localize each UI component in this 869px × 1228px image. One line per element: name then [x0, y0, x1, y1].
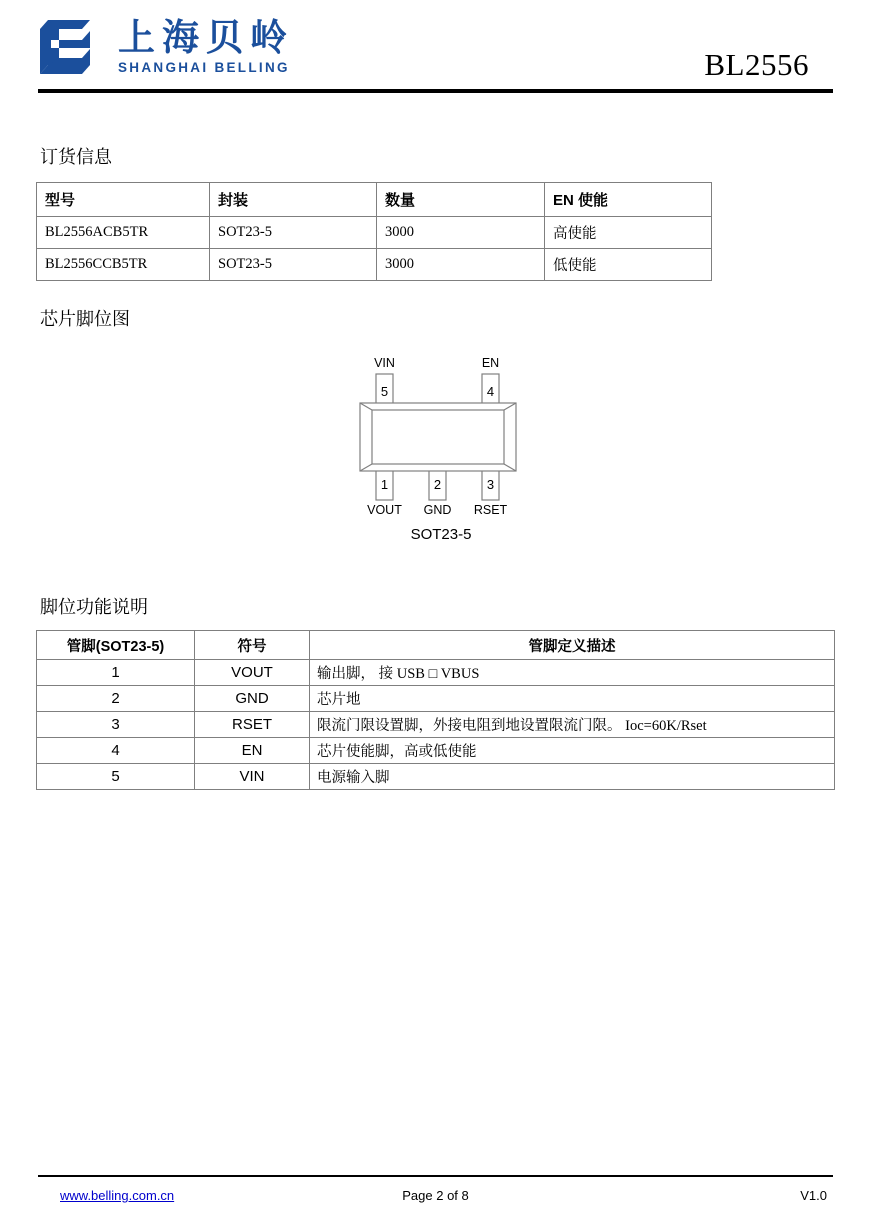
- header-divider: [38, 89, 833, 93]
- belling-logo-icon: [38, 18, 100, 76]
- logo-chinese-name: 上海贝岭: [118, 17, 294, 58]
- company-logo: [38, 18, 294, 76]
- table-header-row: [37, 183, 712, 217]
- table-row: [37, 686, 835, 712]
- column-header-quantity: 数量: [377, 183, 545, 217]
- cell-pin-symbol: VIN: [195, 764, 310, 790]
- table-row: [37, 249, 712, 281]
- package-pinout-diagram: [336, 352, 546, 557]
- pin-label-vin: VIN: [374, 356, 395, 370]
- sot23-5-package-drawing: [336, 352, 546, 522]
- column-header-package: 封装: [210, 183, 377, 217]
- package-caption: SOT23-5: [410, 526, 472, 543]
- pin-number-4: 4: [486, 384, 495, 399]
- page-header: [38, 14, 833, 92]
- pin-label-vout: VOUT: [367, 503, 402, 517]
- part-number-title: BL2556: [704, 47, 809, 82]
- website-link[interactable]: www.belling.com.cn: [60, 1188, 175, 1203]
- logo-english-name: SHANGHAI BELLING: [118, 60, 290, 75]
- pin-label-en: EN: [481, 356, 500, 370]
- document-version: V1.0: [800, 1188, 827, 1203]
- pin-label-rset: RSET: [473, 503, 508, 517]
- table-header-row: [37, 631, 835, 660]
- page-number: Page 2 of 8: [402, 1188, 469, 1203]
- cell-pin-number: 4: [37, 738, 195, 764]
- cell-pin-description: 芯片地: [310, 686, 835, 712]
- cell-pin-description: 电源输入脚: [310, 764, 835, 790]
- table-row: [37, 738, 835, 764]
- cell-pin-symbol: EN: [195, 738, 310, 764]
- table-row: [37, 764, 835, 790]
- cell-pin-symbol: VOUT: [195, 660, 310, 686]
- ordering-information-heading: 订货信息: [40, 147, 112, 167]
- pin-label-gnd: GND: [423, 503, 452, 517]
- cell-pin-description: 芯片使能脚，高或低使能: [310, 738, 835, 764]
- pin-function-table: [36, 630, 835, 790]
- pin-number-3: 3: [486, 477, 495, 492]
- pin-number-2: 2: [433, 477, 442, 492]
- column-header-symbol: 符号: [195, 631, 310, 660]
- cell-en-enable: 低使能: [545, 249, 712, 281]
- column-header-en-enable: EN 使能: [545, 183, 712, 217]
- cell-en-enable: 高使能: [545, 217, 712, 249]
- cell-model: BL2556ACB5TR: [37, 217, 210, 249]
- cell-pin-number: 5: [37, 764, 195, 790]
- cell-pin-symbol: GND: [195, 686, 310, 712]
- cell-pin-description: 输出脚， 接 USB □ VBUS: [310, 660, 835, 686]
- cell-quantity: 3000: [377, 217, 545, 249]
- footer-divider: [38, 1175, 833, 1177]
- table-row: [37, 712, 835, 738]
- column-header-description: 管脚定义描述: [310, 631, 835, 660]
- cell-quantity: 3000: [377, 249, 545, 281]
- pin-number-5: 5: [380, 384, 389, 399]
- column-header-model: 型号: [37, 183, 210, 217]
- column-header-pin: 管脚(SOT23-5): [37, 631, 195, 660]
- cell-pin-description: 限流门限设置脚，外接电阻到地设置限流门限。 Ioc=60K/Rset: [310, 712, 835, 738]
- cell-pin-number: 1: [37, 660, 195, 686]
- table-row: [37, 217, 712, 249]
- pin-number-1: 1: [380, 477, 389, 492]
- cell-pin-symbol: RSET: [195, 712, 310, 738]
- cell-pin-number: 2: [37, 686, 195, 712]
- cell-model: BL2556CCB5TR: [37, 249, 210, 281]
- ordering-information-table: [36, 182, 712, 281]
- chip-pinout-heading: 芯片脚位图: [40, 309, 130, 329]
- cell-package: SOT23-5: [210, 217, 377, 249]
- table-row: [37, 660, 835, 686]
- logo-wordmark: [118, 18, 294, 76]
- pin-function-heading: 脚位功能说明: [40, 597, 148, 617]
- cell-package: SOT23-5: [210, 249, 377, 281]
- cell-pin-number: 3: [37, 712, 195, 738]
- page-footer: [38, 1188, 833, 1208]
